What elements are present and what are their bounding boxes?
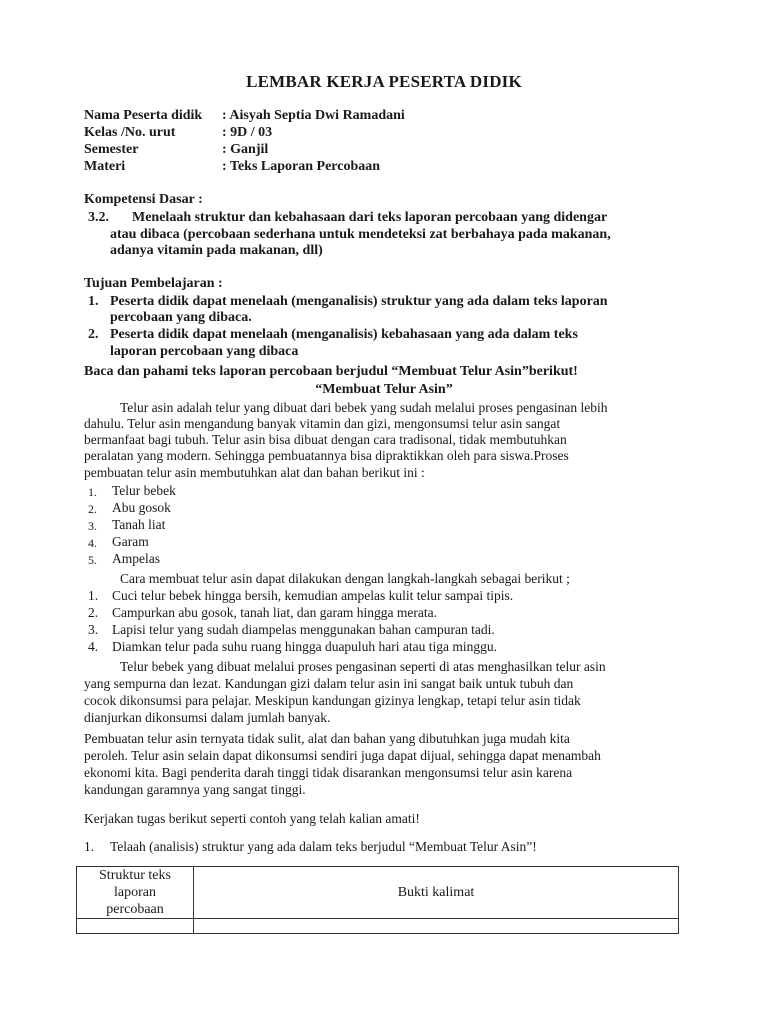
tujuan-line: Peserta didik dapat menelaah (menganalisis) struktur yang ada dalam teks laporan [110,294,608,309]
steps-intro: Cara membuat telur asin dapat dilakukan dengan langkah-langkah sebagai berikut ; [120,571,570,586]
list-number: 1. [88,485,97,499]
paragraph-line: Pembuatan telur asin ternyata tidak sulit, alat dan bahan yang dibutuhkan juga mudah kita [84,731,570,746]
step-item: Cuci telur bebek hingga bersih, kemudian ampelas kulit telur sampai tipis. [112,588,514,603]
paragraph-line: pembuatan telur asin membutuhkan alat dan bahan berikut ini : [84,465,425,480]
paragraph-line: dahulu. Telur asin mengandung banyak vitamin dan gizi, mengonsumsi telur asin sangat [84,416,561,431]
table-cell[interactable] [194,919,679,934]
list-number: 3. [88,622,99,637]
identity-label-name: Nama Peserta didik [84,108,203,123]
table-header-evidence: Bukti kalimat [194,867,679,919]
paragraph-line: Telur asin adalah telur yang dibuat dari bebek yang sudah melalui proses pengasinan lebih [120,400,608,415]
identity-value-semester: : Ganjil [222,142,269,157]
step-item: Lapisi telur yang sudah diampelas menggunakan bahan campuran tadi. [112,622,495,637]
tujuan-line: Peserta didik dapat menelaah (menganalisis) kebahasaan yang ada dalam teks [110,327,578,342]
table-header-line: Struktur teks [99,868,171,883]
list-number: 4. [88,536,97,550]
tujuan-line: laporan percobaan yang dibaca [110,344,299,359]
page-title: LEMBAR KERJA PESERTA DIDIK [246,72,522,91]
material-item: Telur bebek [112,483,176,498]
identity-value-name: : Aisyah Septia Dwi Ramadani [222,108,405,123]
identity-value-subject: : Teks Laporan Percobaan [222,159,381,174]
list-number: 3. [88,519,97,533]
step-item: Diamkan telur pada suhu ruang hingga duapuluh hari atau tiga minggu. [112,639,498,654]
kd-line: adanya vitamin pada makanan, dll) [110,243,323,258]
material-item: Abu gosok [112,500,171,515]
list-number: 4. [88,639,99,654]
paragraph-line: peralatan yang modern. Sehingga pembuatannya bisa dipraktikkan oleh para siswa.Proses [84,448,569,463]
table-header-row [77,867,679,919]
list-number: 1. [88,588,99,603]
tujuan-number: 1. [88,294,99,309]
analysis-table [76,866,679,934]
identity-label-semester: Semester [84,142,139,157]
table-row [77,919,679,934]
material-item: Garam [112,534,149,549]
material-item: Ampelas [112,551,160,566]
paragraph-line: dianjurkan dikonsumsi dalam jumlah banyak. [84,710,331,725]
paragraph-line: cocok dikonsumsi para pelajar. Meskipun kandungan gizinya lengkap, tetapi telur asin tidak [84,693,581,708]
list-number: 2. [88,502,97,516]
list-number: 5. [88,553,97,567]
paragraph-line: bermanfaat bagi tubuh. Telur asin bisa dibuat dengan cara tradisonal, tidak membutuhkan [84,432,567,447]
table-header-structure [77,867,194,919]
text-title: “Membuat Telur Asin” [315,382,453,397]
tujuan-number: 2. [88,327,99,342]
paragraph-line: kandungan garamnya yang sangat tinggi. [84,782,306,797]
table-header-line: laporan [114,885,156,900]
table-header-line: percobaan [106,902,164,917]
identity-value-class: : 9D / 03 [222,125,273,140]
kd-heading: Kompetensi Dasar : [84,192,203,207]
paragraph-line: Telur bebek yang dibuat melalui proses pengasinan seperti di atas menghasilkan telur asin [120,659,606,674]
reading-instruction: Baca dan pahami teks laporan percobaan berjudul “Membuat Telur Asin”berikut! [84,364,578,379]
tujuan-heading: Tujuan Pembelajaran : [84,276,223,291]
task-number: 1. [84,839,95,854]
tujuan-line: percobaan yang dibaca. [110,310,252,325]
step-item: Campurkan abu gosok, tanah liat, dan garam hingga merata. [112,605,438,620]
material-item: Tanah liat [112,517,166,532]
table-cell[interactable] [77,919,194,934]
paragraph-line: peroleh. Telur asin selain dapat dikonsumsi sendiri juga dapat dijual, sehingga dapat menambah [84,748,601,763]
task-text: Telaah (analisis) struktur yang ada dalam teks berjudul “Membuat Telur Asin”! [110,839,537,854]
kd-number: 3.2. [88,210,109,225]
task-intro: Kerjakan tugas berikut seperti contoh yang telah kalian amati! [84,811,420,826]
paragraph-line: ekonomi kita. Bagi penderita darah tinggi tidak disarankan mengonsumsi telur asin karena [84,765,573,780]
kd-line: Menelaah struktur dan kebahasaan dari teks laporan percobaan yang didengar [132,210,608,225]
identity-label-subject: Materi [84,159,126,174]
kd-line: atau dibaca (percobaan sederhana untuk mendeteksi zat berbahaya pada makanan, [110,227,611,242]
identity-label-class: Kelas /No. urut [84,125,176,140]
paragraph-line: yang sempurna dan lezat. Kandungan gizi dalam telur asin ini sangat baik untuk tubuh dan [84,676,574,691]
list-number: 2. [88,605,99,620]
